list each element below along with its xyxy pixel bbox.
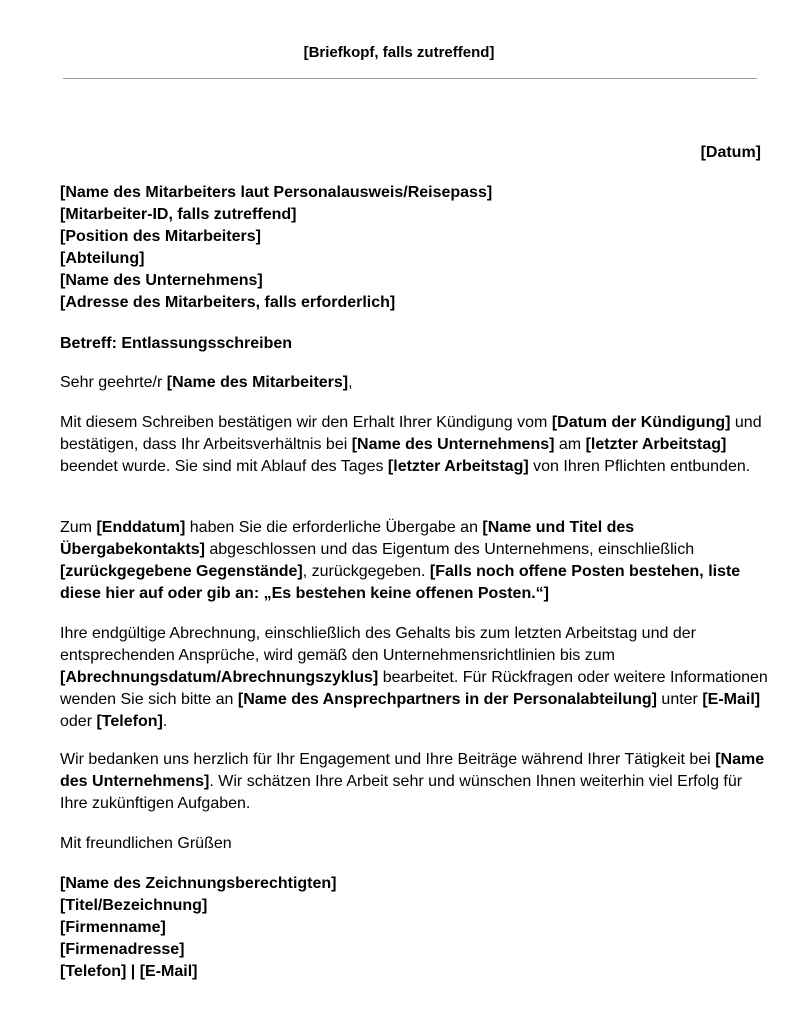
recipient-name: [Name des Mitarbeiters laut Personalausweis/Reisepass]: [60, 184, 493, 201]
signature-block: [60, 873, 768, 983]
placeholder-end-date: [Enddatum]: [96, 519, 186, 536]
paragraph-text: Ihre endgültige Abrechnung, einschließlich des Gehalts bis zum letzten Arbeitstag und der entsprechenden Ansprüche, wird gemäß den Unternehmensrichtlinien bis zum: [60, 625, 696, 664]
header-divider: [63, 78, 757, 79]
paragraph-text: und bestätigen, dass Ihr Arbeitsverhältnis bei: [60, 414, 762, 453]
placeholder-phone: [Telefon]: [96, 713, 163, 730]
paragraph-text: bearbeitet. Für Rückfragen oder weitere Informationen wenden Sie sich bitte an: [60, 669, 768, 708]
paragraph-text: oder: [60, 713, 97, 730]
recipient-address: [Adresse des Mitarbeiters, falls erforderlich]: [60, 294, 396, 311]
paragraph-text: unter: [656, 691, 703, 708]
placeholder-hr-contact: [Name des Ansprechpartners in der Personalabteilung]: [237, 691, 657, 708]
recipient-employee-id: [Mitarbeiter-ID, falls zutreffend]: [60, 206, 297, 223]
salutation-suffix: ,: [348, 374, 353, 391]
signatory-name: [Name des Zeichnungsberechtigten]: [60, 875, 337, 892]
closing-phrase: Mit freundlichen Grüßen: [60, 835, 232, 852]
paragraph-final-settlement: [60, 623, 768, 733]
paragraph-text: von Ihren Pflichten entbunden.: [528, 458, 751, 475]
letter-date: [Datum]: [700, 144, 761, 161]
paragraph-text: haben Sie die erforderliche Übergabe an: [185, 519, 483, 536]
placeholder-open-items: [Falls noch offene Posten bestehen, liste diese hier auf oder gib an: „Es bestehen keine offenen Posten.“]: [60, 563, 741, 602]
letterhead: [Briefkopf, falls zutreffend]: [303, 44, 495, 61]
signature-contact: [Telefon] | [E-Mail]: [60, 963, 198, 980]
placeholder-returned-items: [zurückgegebene Gegenstände]: [60, 563, 303, 580]
placeholder-settlement-date: [Abrechnungsdatum/Abrechnungszyklus]: [60, 669, 379, 686]
paragraph-text: abgeschlossen und das Eigentum des Unternehmens, einschließlich: [204, 541, 695, 558]
salutation: [60, 372, 768, 394]
recipient-company: [Name des Unternehmens]: [60, 272, 263, 289]
signature-company-name: [Firmenname]: [60, 919, 166, 936]
paragraph-text: Zum: [60, 519, 97, 536]
signatory-title: [Titel/Bezeichnung]: [60, 897, 208, 914]
paragraph-thanks: [60, 749, 768, 815]
paragraph-text: .: [162, 713, 168, 730]
placeholder-company-name: [Name des Unternehmens]: [351, 436, 555, 453]
paragraph-text: , zurückgegeben.: [302, 563, 430, 580]
paragraph-text: . Wir schätzen Ihre Arbeit sehr und wünschen Ihnen weiterhin viel Erfolg für Ihre zukünftigen Aufgaben.: [60, 773, 743, 812]
signature-company-address: [Firmenadresse]: [60, 941, 185, 958]
subject-line: Betreff: Entlassungsschreiben: [60, 335, 293, 352]
placeholder-resignation-date: [Datum der Kündigung]: [551, 414, 731, 431]
recipient-department: [Abteilung]: [60, 250, 145, 267]
paragraph-text: Wir bedanken uns herzlich für Ihr Engagement und Ihre Beiträge während Ihrer Tätigkeit bei: [60, 751, 716, 768]
paragraph-text: beendet wurde. Sie sind mit Ablauf des Tages: [60, 458, 388, 475]
recipient-block: [60, 182, 768, 314]
placeholder-email: [E-Mail]: [702, 691, 761, 708]
placeholder-last-workday: [letzter Arbeitstag]: [585, 436, 727, 453]
recipient-position: [Position des Mitarbeiters]: [60, 228, 261, 245]
paragraph-text: am: [554, 436, 586, 453]
paragraph-text: Mit diesem Schreiben bestätigen wir den Erhalt Ihrer Kündigung vom: [60, 414, 552, 431]
paragraph-resignation-confirmation: [60, 412, 768, 478]
salutation-name: [Name des Mitarbeiters]: [166, 374, 349, 391]
placeholder-handover-contact: [Name und Titel des Übergabekontakts]: [60, 519, 635, 558]
salutation-prefix: Sehr geehrte/r: [60, 374, 167, 391]
placeholder-company-name: [Name des Unternehmens]: [60, 751, 765, 790]
paragraph-handover: [60, 517, 768, 605]
placeholder-last-workday: [letzter Arbeitstag]: [387, 458, 529, 475]
